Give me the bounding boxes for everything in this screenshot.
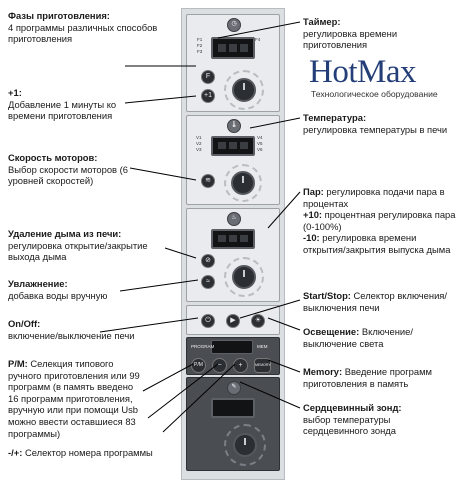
label-smoke-removal: Удаление дыма из печи: регулировка открытие/закрытие выхода дыма (8, 228, 148, 263)
core-probe-icon: ✎ (227, 381, 241, 395)
label-motor-speed: Скорость моторов: Выбор скорости моторов (6 уровней скоростей) (8, 152, 128, 187)
plus-button[interactable]: + (233, 358, 248, 373)
label-cooking-phases: Фазы приготовления: 4 программы различных способов приготовления (8, 10, 158, 45)
label-on-off: On/Off: включение/выключение печи (8, 318, 135, 341)
label-temperature: Температура: регулировка температуры в печи (303, 112, 448, 135)
hotmax-logo (309, 56, 438, 99)
start-stop-button[interactable]: ▶ (226, 314, 240, 328)
humidification-button[interactable]: ≈ (201, 275, 215, 289)
phase-label-f3: F3 (197, 49, 203, 54)
phase-label-f2: F2 (197, 43, 203, 48)
smoke-removal-button[interactable]: ⊘ (201, 254, 215, 268)
label-core-probe: Сердцевинный зонд: выбор температуры сердцевинного зонда (303, 402, 402, 437)
label-steam: Пар: регулировка подачи пара в процентах +10: процентная регулировка пара (0-100%) -10: регулировка времени открытия/закрытия выпуска дыма (303, 186, 456, 255)
pm-button[interactable]: P/M (191, 358, 206, 373)
program-label: PROGRAM (191, 344, 215, 349)
label-timer: Таймер: регулировка времени приготовления (303, 16, 398, 51)
speed-label-v6: V6 (257, 147, 263, 152)
steam-icon: ♨ (227, 212, 241, 226)
phases-button[interactable]: F (201, 70, 215, 84)
speed-label-v2: V2 (196, 141, 202, 146)
light-button[interactable]: ☀ (251, 314, 265, 328)
label-pm: P/M: Селекция типового ручного приготовления или 99 программ (в память введено 16 программ приготовления, вручную или при помощи Usb можно ввести оставшиеся 83 программы) (8, 358, 140, 439)
thermometer-icon: 🌡 (227, 119, 241, 133)
label-memory: Memory: Введение программ приготовления в память (303, 366, 432, 389)
label-humidification: Увлажнение: добавка воды вручную (8, 278, 108, 301)
logo-subtitle: Технологическое оборудование (311, 89, 438, 99)
mem-label: MEM (257, 344, 268, 349)
phase-label-f4: F4 (255, 37, 261, 42)
label-plus-one: +1: Добавление 1 минуты ко времени приготовления (8, 87, 117, 122)
label-start-stop: Start/Stop: Селектор включения/выключения печи (303, 290, 447, 313)
speed-label-v3: V3 (196, 147, 202, 152)
motor-speed-button[interactable]: ≋ (201, 174, 215, 188)
label-plus-minus: -/+: Селектор номера программы (8, 447, 153, 458)
speed-label-v5: V5 (257, 141, 263, 146)
timer-icon: ◷ (227, 18, 241, 32)
memory-button[interactable]: MEMORY (254, 358, 271, 373)
logo-name: HotMax (309, 54, 416, 90)
minus-button[interactable]: − (212, 358, 227, 373)
phase-label-f1: F1 (197, 37, 203, 42)
plus-one-button[interactable]: +1 (201, 89, 215, 103)
speed-label-v1: V1 (196, 135, 202, 140)
label-light: Освещение: Включение/ выключение света (303, 326, 413, 349)
on-off-button[interactable]: ⏻ (201, 314, 215, 328)
speed-label-v4: V4 (257, 135, 263, 140)
